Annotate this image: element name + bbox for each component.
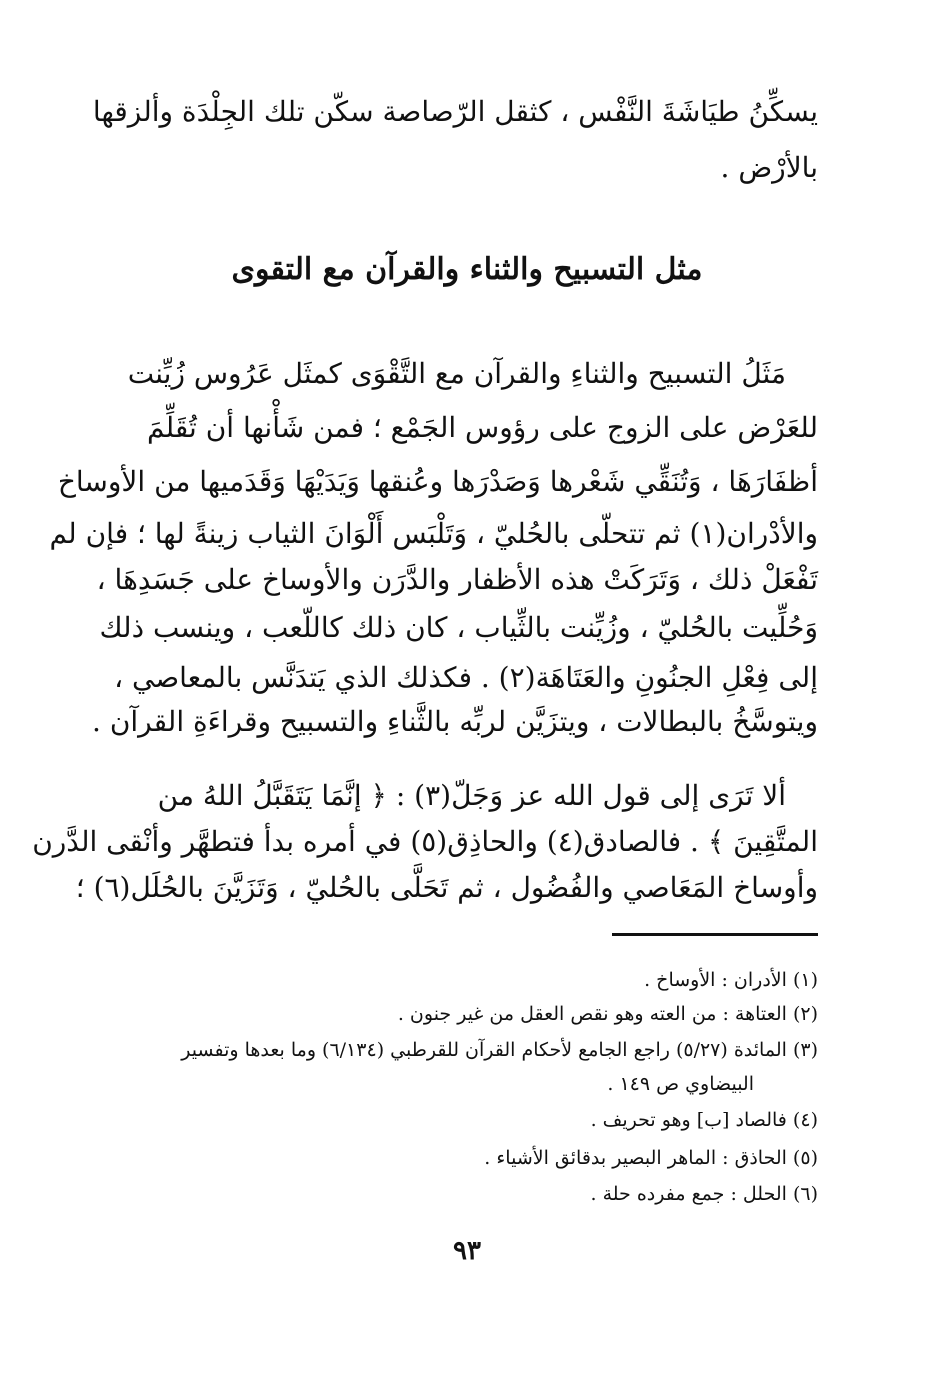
paragraph1-line-1: مَثَلُ التسبيح والثناءِ والقرآن مع التَّقْوَى كمثَل عَرُوس زُيِّنت	[127, 357, 786, 390]
page-number: ٩٣	[453, 1236, 481, 1266]
section-heading: مثل التسبيح والثناء والقرآن مع التقوى	[231, 252, 703, 287]
paragraph1-line-7: إلى فِعْلِ الجنُونِ والعَتَاهَة(٢) . فكذلك الذي يَتدَنَّس بالمعاصي ،	[114, 661, 818, 694]
footnote-4: (٤) فالصاد [ب] وهو تحريف .	[590, 1109, 818, 1131]
paragraph2-line-2: المتَّقِينَ ﴾ . فالصادق(٤) والحاذِق(٥) في أمره بدأ فتطهَّر وأنْقى الدَّرن	[32, 825, 818, 858]
paragraph1-line-2: للعَرْض على الزوج على رؤوس الجَمْع ؛ فمن شَأْنها أن تُقَلِّمَ	[146, 411, 818, 444]
paragraph1-line-8: ويتوسَّخُ بالبطالات ، ويتزَيَّن لربِّه بالثَّناءِ والتسبيح وقراءَةِ القرآن .	[92, 705, 818, 738]
footnote-2: (٢) العتاهة : من العته وهو نقص العقل من غير جنون .	[397, 1003, 818, 1025]
footnote-5: (٥) الحاذق : الماهر البصير بدقائق الأشياء .	[484, 1147, 818, 1169]
paragraph1-line-3: أظفَارَهَا ، وَتُنَقِّي شَعْرها وَصَدْرَها وعُنقها وَيَدَيْهَا وَقَدَميها من الأوساخ	[57, 465, 818, 498]
footnote-1: (١) الأدران : الأوساخ .	[644, 969, 818, 991]
footnote-6: (٦) الحلل : جمع مفرده حلة .	[590, 1183, 818, 1205]
paragraph2-line-3: وأوساخ المَعَاصي والفُضُول ، ثم تَحَلَّى بالحُليّ ، وَتَزَيَّنَ بالحُلَل(٦) ؛	[75, 871, 818, 904]
paragraph2-line-1: ألا تَرَى إلى قول الله عز وَجَلّ(٣) : ﴿ إنَّمَا يَتَقَبَّلُ اللهُ من	[157, 779, 786, 812]
intro-line-1: يسكِّنُ طيَاشَةَ النَّفْس ، كثقل الرّصاصة سكّن تلك الجِلْدَة وألزقها	[92, 95, 818, 128]
footnote-rule	[612, 933, 818, 936]
paragraph1-line-5: تَفْعَلْ ذلك ، وَتَرَكَتْ هذه الأظفار والدَّرَن والأوساخ على جَسَدِهَا ،	[96, 563, 818, 596]
paragraph1-line-6: وَحُلِّيت بالحُليّ ، وزُيِّنت بالثِّياب ، كان ذلك كاللّعب ، وينسب ذلك	[99, 611, 818, 644]
paragraph1-line-4: والأدْران(١) ثم تتحلّى بالحُليّ ، وَتَلْبَس أَلْوَانَ الثياب زينةً لها ؛ فإن لم	[49, 517, 818, 550]
footnote-3-continued: البيضاوي ص ١٤٩ .	[607, 1073, 754, 1095]
intro-line-2: بالأرْض .	[720, 151, 818, 184]
footnote-3: (٣) المائدة (٥/٢٧) راجع الجامع لأحكام القرآن للقرطبي (٦/١٣٤) وما بعدها وتفسير	[181, 1039, 818, 1061]
